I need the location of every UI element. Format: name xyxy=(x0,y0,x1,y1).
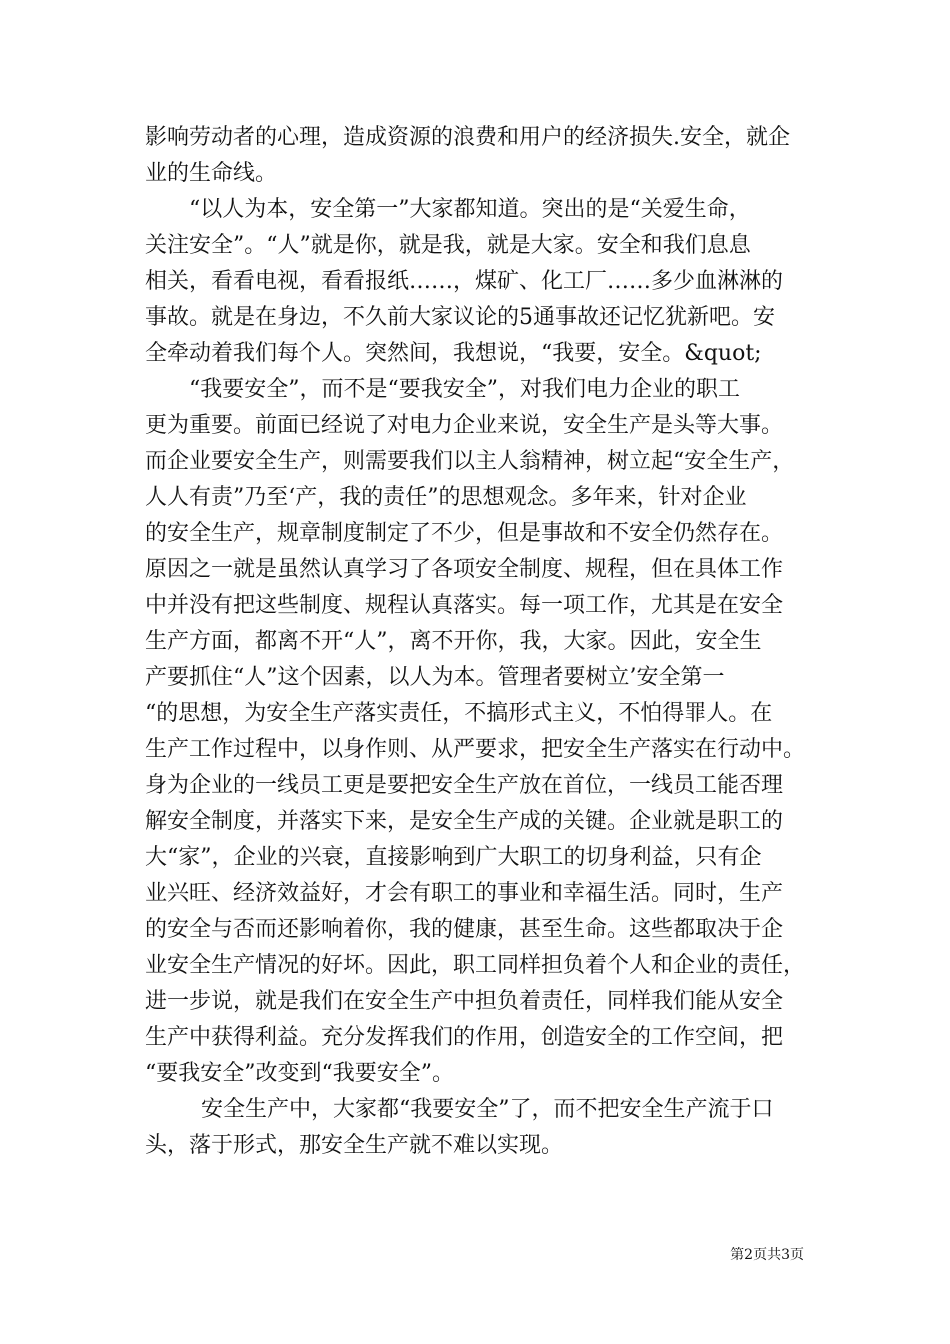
text-line: 业兴旺、经济效益好，才会有职工的事业和幸福生活。同时，生产 xyxy=(145,881,784,906)
text-line: 安全生产中，大家都“我要安全”了，而不把安全生产流于口 xyxy=(201,1097,774,1122)
text-line: “以人为本，安全第一”大家都知道。突出的是“关爱生命， xyxy=(189,197,751,222)
text-line: “的思想，为安全生产落实责任，不搞形式主义，不怕得罪人。在 xyxy=(145,701,773,726)
text-line: 影响劳动者的心理，造成资源的浪费和用户的经济损失.安全，就企 xyxy=(145,125,790,150)
text-line: 相关，看看电视，看看报纸……，煤矿、化工厂……多少血淋淋的 xyxy=(145,269,784,294)
text-line: 生产中获得利益。充分发挥我们的作用，创造安全的工作空间，把 xyxy=(145,1025,784,1050)
text-line: 业安全生产情况的好坏。因此，职工同样担负着个人和企业的责任， xyxy=(145,953,806,978)
text-line: 产要抓住“人”这个因素，以人为本。管理者要树立’安全第一 xyxy=(145,665,725,690)
text-line: 关注安全”。“人”就是你，就是我，就是大家。安全和我们息息 xyxy=(145,233,751,258)
text-line: 进一步说，就是我们在安全生产中担负着责任，同样我们能从安全 xyxy=(145,989,784,1014)
text-line: 中并没有把这些制度、规程认真落实。每一项工作，尤其是在安全 xyxy=(145,593,784,618)
text-line: 生产工作过程中，以身作则、从严要求，把安全生产落实在行动中。 xyxy=(145,737,806,762)
text-line: 身为企业的一线员工更是要把安全生产放在首位，一线员工能否理 xyxy=(145,773,784,798)
text-line: 的安全与否而还影响着你，我的健康，甚至生命。这些都取决于企 xyxy=(145,917,784,942)
text-line: 业的生命线。 xyxy=(145,161,278,186)
text-line: 的安全生产，规章制度制定了不少，但是事故和不安全仍然存在。 xyxy=(145,521,784,546)
text-line: 头，落于形式，那安全生产就不难以实现。 xyxy=(145,1133,564,1158)
page-number: 第2页共3页 xyxy=(730,1247,804,1263)
text-line: 事故。就是在身边，不久前大家议论的5通事故还记忆犹新吧。安 xyxy=(145,305,775,330)
text-line: 解安全制度，并落实下来，是安全生产成的关键。企业就是职工的 xyxy=(145,809,784,834)
text-line: 全牵动着我们每个人。突然间，我想说，“我要，安全。&quot; xyxy=(145,341,762,366)
text-line: “我要安全”，而不是“要我安全”，对我们电力企业的职工 xyxy=(189,377,740,402)
text-line: 大“家”，企业的兴衰，直接影响到广大职工的切身利益，只有企 xyxy=(145,845,762,870)
document-body xyxy=(145,120,815,1164)
text-line: “要我安全”改变到“我要安全”。 xyxy=(145,1061,454,1086)
text-line: 更为重要。前面已经说了对电力企业来说，安全生产是头等大事。 xyxy=(145,413,784,438)
text-line: 原因之一就是虽然认真学习了各项安全制度、规程，但在具体工作 xyxy=(145,557,784,582)
text-line: 生产方面，都离不开“人”，离不开你，我，大家。因此，安全生 xyxy=(145,629,762,654)
text-line: 而企业要安全生产，则需要我们以主人翁精神，树立起“安全生产， xyxy=(145,449,795,474)
text-line: 人人有责”乃至‘产，我的责任”的思想观念。多年来，针对企业 xyxy=(145,485,747,510)
